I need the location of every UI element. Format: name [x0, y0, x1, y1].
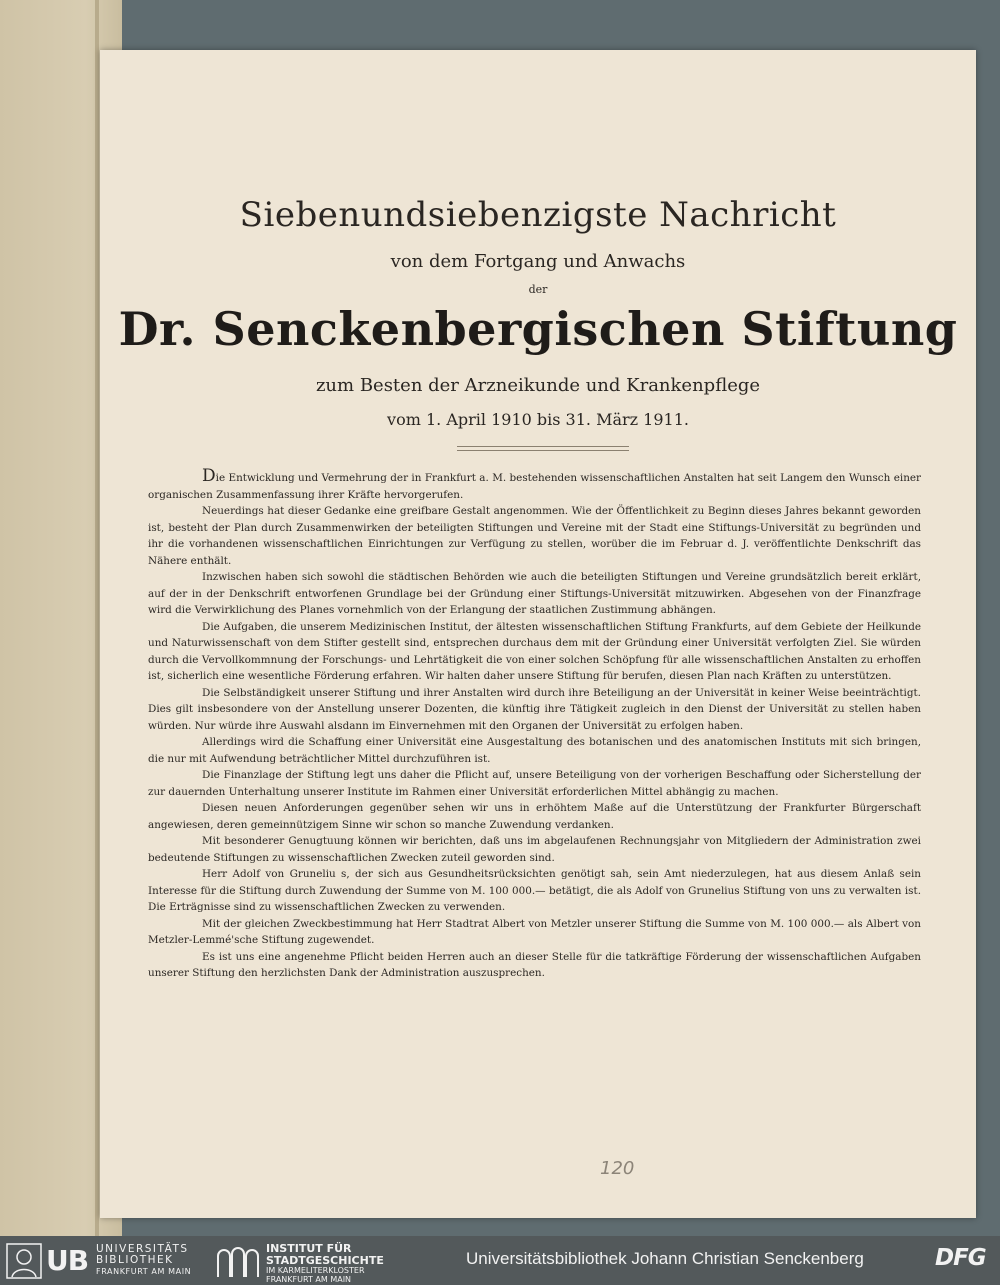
title-period: vom 1. April 1910 bis 31. März 1911.: [387, 410, 689, 429]
pencil-page-note: 120: [600, 1158, 635, 1179]
paragraph: Mit besonderer Genugtuung können wir berichten, daß uns im abgelaufenen Rechnungsjahr von Mitgliedern der Administration zwei bedeutende Stiftungen zu wissenschaftlichen Zwecken zuteil geworden sind.: [148, 835, 921, 864]
library-name: Universitätsbibliothek Johann Christian Senckenberg: [466, 1249, 864, 1268]
paragraph: Inzwischen haben sich sowohl die städtischen Behörden wie auch die beteiligten Stiftungen und Vereine grundsätzlich bereit erklärt, auf der in der Denkschrift entworfenen Grundlage bei der Gründung einer Stiftungs-Universität mitzuwirken. Abgesehen von der Finanzfrage wird die Verwirklichung des Planes vornehmlich von der Erlangung der staatlichen Zustimmung abhängen.: [148, 571, 921, 616]
title-divider: [457, 446, 629, 451]
cover-edge: [95, 0, 99, 1236]
ub-portrait-icon[interactable]: [6, 1243, 42, 1279]
paragraph: Es ist uns eine angenehme Pflicht beiden Herren auch an dieser Stelle für die tatkräftige Förderung der wissenschaftlichen Aufgaben unserer Stiftung den herzlichsten Dank der Administration auszusprechen.: [148, 950, 921, 979]
isg-logo-text[interactable]: [266, 1243, 384, 1284]
title-article: der: [528, 283, 548, 296]
isg-line-2: STADTGESCHICHTE: [266, 1253, 384, 1267]
body-text: [148, 468, 921, 982]
title-purpose: zum Besten der Arzneikunde und Krankenpflege: [315, 375, 761, 396]
isg-line-3: IM KARMELITERKLOSTER: [266, 1266, 365, 1275]
paragraph: Mit der gleichen Zweckbestimmung hat Herr Stadtrat Albert von Metzler unserer Stiftung die Summe von M. 100 000.— als Albert von Metzler-Lemmé'sche Stiftung zugewendet.: [148, 917, 921, 946]
ub-line-1: UNIVERSITÄTS: [96, 1243, 189, 1255]
ub-line-2: BIBLIOTHEK: [96, 1254, 174, 1266]
footer-bar: [0, 1236, 1000, 1285]
paragraph: Die Aufgaben, die unserem Medizinischen Institut, der ältesten wissenschaftlichen Stiftung Frankfurts, auf dem Gebiete der Heilkunde und Naturwissenschaft von dem Stifter gestellt sind, entsprechen durchaus dem mit der Gründung einer Universität verfolgten Ziel. Sie würden durch die Vervollkommnung der Forschungs- und Lehrtätigkeit die von einer solchen Schöpfung für alle wissenschaftlichen Anstalten zu erhoffen ist, sicherlich eine wesentliche Förderung erfahren. Wir halten daher unsere Stiftung für berufen, diesen Plan nach Kräften zu unterstützen.: [148, 620, 921, 682]
document-page: [100, 50, 976, 1218]
isg-line-1: INSTITUT FÜR: [266, 1242, 352, 1255]
ub-logo-mark[interactable]: UB: [46, 1244, 89, 1277]
isg-line-4: FRANKFURT AM MAIN: [266, 1275, 352, 1284]
paragraph: Diesen neuen Anforderungen gegenüber sehen wir uns in erhöhtem Maße auf die Unterstützung der Frankfurter Bürgerschaft angewiesen, deren gemeinnützigem Sinne wir schon so manche Zuwendung verdanken.: [148, 802, 921, 831]
title-subtitle: von dem Fortgang und Anwachs: [390, 251, 686, 272]
title-foundation-name: Dr. Senckenbergischen Stiftung: [118, 302, 958, 356]
paragraph: Herr Adolf von Gruneliu s, der sich aus Gesundheitsrücksichten genötigt sah, sein Amt niederzulegen, hat aus diesem Anlaß sein Interesse für die Stiftung durch Zuwendung der Summe von M. 100 000.— betätigt, die als Adolf von Grunelius Stiftung von uns zu verwalten ist. Die Erträgnisse sind zu wissenschaftlichen Zwecken zu verwenden.: [148, 868, 921, 913]
ub-line-3: FRANKFURT AM MAIN: [96, 1267, 192, 1276]
paragraph: Die Selbständigkeit unserer Stiftung und ihrer Anstalten wird durch ihre Beteiligung an der Universität in keiner Weise beeinträchtigt. Dies gilt insbesondere von der Anstellung unserer Dozenten, die künftig ihre Tätigkeit zugleich in den Dienst der Universität zu stellen haben würden. Nur würde ihre Auswahl alsdann im Einvernehmen mit den Organen der Universität zu erfolgen haben.: [148, 686, 921, 732]
paragraph: Die Finanzlage der Stiftung legt uns daher die Pflicht auf, unsere Beteiligung von der vorherigen Beschaffung oder Sicherstellung der zur dauernden Unterhaltung unserer Institute im Rahmen einer Universität erforderlichen Mittel abhängig zu machen.: [148, 769, 921, 798]
ub-logo-text[interactable]: [96, 1244, 191, 1277]
paragraph: Allerdings wird die Schaffung einer Universität eine Ausgestaltung des botanischen und des anatomischen Instituts mit sich bringen, die nur mit Aufwendung beträchtlicher Mittel durchzuführen ist.: [148, 736, 921, 765]
dfg-logo[interactable]: DFG: [935, 1245, 986, 1271]
title-main: Siebenundsiebenzigste Nachricht: [239, 195, 837, 235]
isg-arches-icon[interactable]: [216, 1244, 260, 1278]
paragraph: Neuerdings hat dieser Gedanke eine greifbare Gestalt angenommen. Wie der Öffentlichkeit zu Beginn dieses Jahres bekannt geworden ist, besteht der Plan durch Zusammenwirken der beteiligten Stiftungen und Vereine mit der Stadt eine Stiftungs-Universität zu begründen und ihr die vorhandenen wissenschaftlichen Einrichtungen zur Verfügung zu stellen, worüber die im Februar d. J. veröffentlichte Denkschrift das Nähere enthält.: [148, 505, 921, 567]
paragraph: Die Entwicklung und Vermehrung der in Frankfurt a. M. bestehenden wissenschaftlichen Anstalten hat seit Langem den Wunsch einer organischen Zusammenfassung ihrer Kräfte hervorgerufen.: [148, 466, 921, 501]
